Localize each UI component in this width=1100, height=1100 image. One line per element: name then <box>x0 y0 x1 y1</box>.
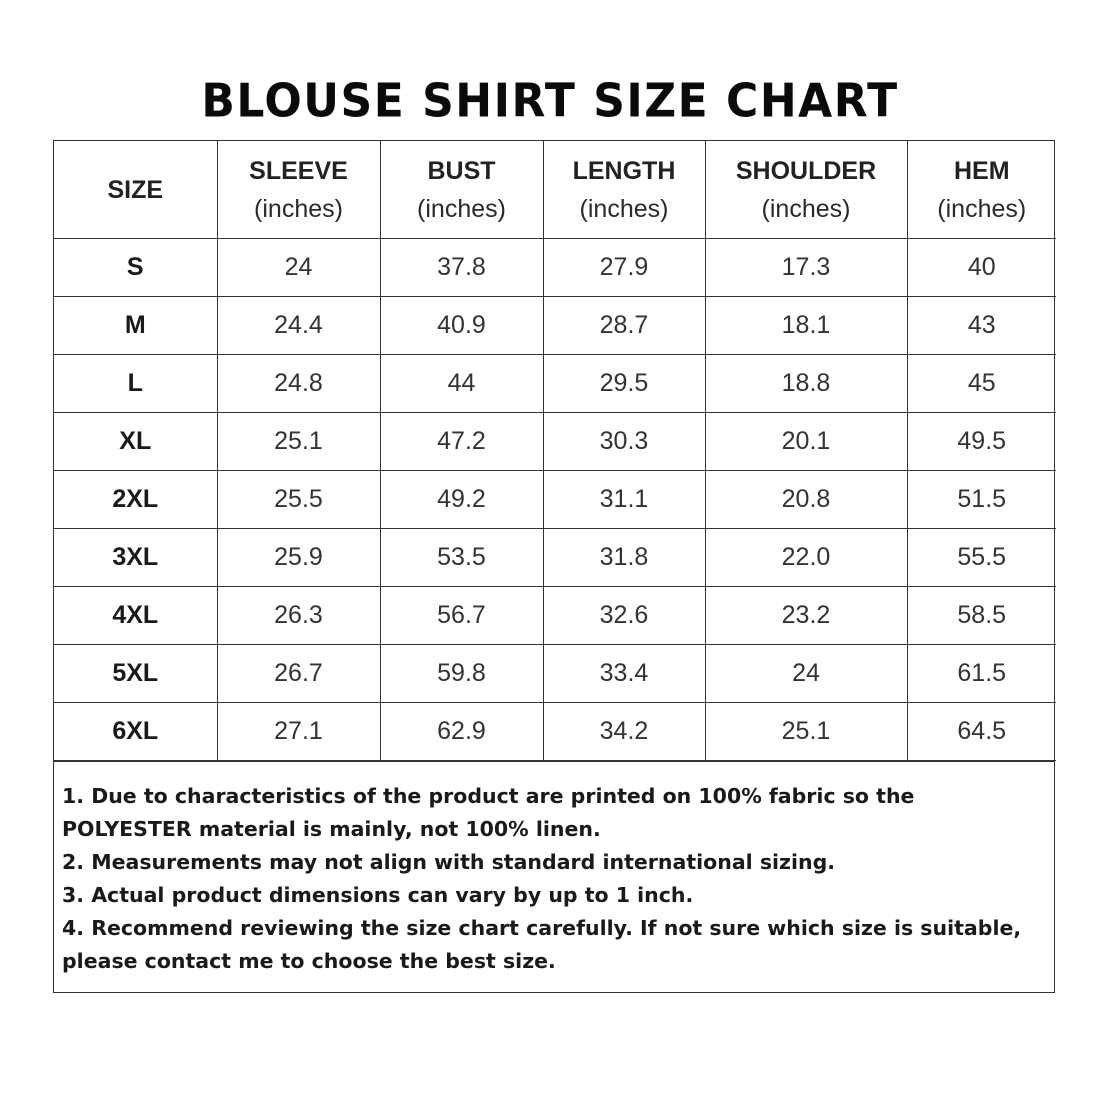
length-cell: 32.6 <box>543 587 705 645</box>
table-row <box>54 297 1056 355</box>
hem-cell: 64.5 <box>907 703 1056 761</box>
shoulder-cell: 17.3 <box>705 239 907 297</box>
shoulder-cell: 18.8 <box>705 355 907 413</box>
shoulder-cell: 20.1 <box>705 413 907 471</box>
size-cell: 4XL <box>54 587 217 645</box>
sleeve-cell: 24.8 <box>217 355 380 413</box>
header-bust <box>380 141 543 239</box>
table-row <box>54 645 1056 703</box>
length-cell: 31.1 <box>543 471 705 529</box>
note-item: 2. Measurements may not align with standard international sizing. <box>62 850 836 874</box>
table-row <box>54 471 1056 529</box>
header-row <box>54 141 1056 239</box>
sleeve-cell: 26.3 <box>217 587 380 645</box>
table-row <box>54 587 1056 645</box>
sleeve-cell: 24 <box>217 239 380 297</box>
size-table <box>54 141 1056 761</box>
size-chart <box>53 140 1055 993</box>
shoulder-cell: 18.1 <box>705 297 907 355</box>
shoulder-cell: 22.0 <box>705 529 907 587</box>
size-cell: 3XL <box>54 529 217 587</box>
length-cell: 30.3 <box>543 413 705 471</box>
table-row <box>54 703 1056 761</box>
sleeve-cell: 24.4 <box>217 297 380 355</box>
hem-cell: 61.5 <box>907 645 1056 703</box>
bust-cell: 56.7 <box>380 587 543 645</box>
hem-cell: 40 <box>907 239 1056 297</box>
header-unit: (inches) <box>761 194 851 223</box>
hem-cell: 55.5 <box>907 529 1056 587</box>
header-unit: (inches) <box>937 194 1027 223</box>
header-sleeve <box>217 141 380 239</box>
bust-cell: 62.9 <box>380 703 543 761</box>
sleeve-cell: 25.9 <box>217 529 380 587</box>
size-cell: L <box>54 355 217 413</box>
size-cell: M <box>54 297 217 355</box>
header-unit: (inches) <box>417 194 506 223</box>
hem-cell: 49.5 <box>907 413 1056 471</box>
header-label: SLEEVE <box>249 156 348 185</box>
length-cell: 29.5 <box>543 355 705 413</box>
note-item: 1. Due to characteristics of the product are printed on 100% fabric so the POLYESTER material is mainly, not 100% linen. <box>62 784 915 841</box>
bust-cell: 37.8 <box>380 239 543 297</box>
size-cell: XL <box>54 413 217 471</box>
hem-cell: 58.5 <box>907 587 1056 645</box>
shoulder-cell: 24 <box>705 645 907 703</box>
size-cell: 5XL <box>54 645 217 703</box>
header-unit: (inches) <box>579 194 669 223</box>
size-cell: S <box>54 239 217 297</box>
size-cell: 2XL <box>54 471 217 529</box>
header-unit: (inches) <box>254 194 343 223</box>
length-cell: 33.4 <box>543 645 705 703</box>
note-item: 4. Recommend reviewing the size chart carefully. If not sure which size is suitable, please contact me to choose the best size. <box>62 916 1022 973</box>
bust-cell: 47.2 <box>380 413 543 471</box>
sleeve-cell: 27.1 <box>217 703 380 761</box>
header-label: LENGTH <box>572 156 676 185</box>
sleeve-cell: 25.5 <box>217 471 380 529</box>
bust-cell: 53.5 <box>380 529 543 587</box>
header-label: BUST <box>427 156 496 185</box>
hem-cell: 45 <box>907 355 1056 413</box>
sleeve-cell: 25.1 <box>217 413 380 471</box>
page-title: BLOUSE SHIRT SIZE CHART <box>201 74 899 129</box>
note-item: 3. Actual product dimensions can vary by up to 1 inch. <box>62 883 694 907</box>
header-label: HEM <box>953 156 1010 185</box>
header-hem <box>907 141 1056 239</box>
length-cell: 28.7 <box>543 297 705 355</box>
shoulder-cell: 20.8 <box>705 471 907 529</box>
sleeve-cell: 26.7 <box>217 645 380 703</box>
bust-cell: 59.8 <box>380 645 543 703</box>
bust-cell: 40.9 <box>380 297 543 355</box>
header-label: SHOULDER <box>735 156 877 185</box>
bust-cell: 44 <box>380 355 543 413</box>
size-cell: 6XL <box>54 703 217 761</box>
table-body <box>54 239 1056 761</box>
bust-cell: 49.2 <box>380 471 543 529</box>
table-row <box>54 239 1056 297</box>
length-cell: 31.8 <box>543 529 705 587</box>
header-length <box>543 141 705 239</box>
shoulder-cell: 23.2 <box>705 587 907 645</box>
length-cell: 34.2 <box>543 703 705 761</box>
header-shoulder <box>705 141 907 239</box>
table-row <box>54 529 1056 587</box>
header-label: SIZE <box>107 175 164 204</box>
hem-cell: 43 <box>907 297 1056 355</box>
length-cell: 27.9 <box>543 239 705 297</box>
shoulder-cell: 25.1 <box>705 703 907 761</box>
hem-cell: 51.5 <box>907 471 1056 529</box>
notes-section <box>54 761 1054 992</box>
header-size <box>54 141 217 239</box>
table-row <box>54 413 1056 471</box>
table-row <box>54 355 1056 413</box>
